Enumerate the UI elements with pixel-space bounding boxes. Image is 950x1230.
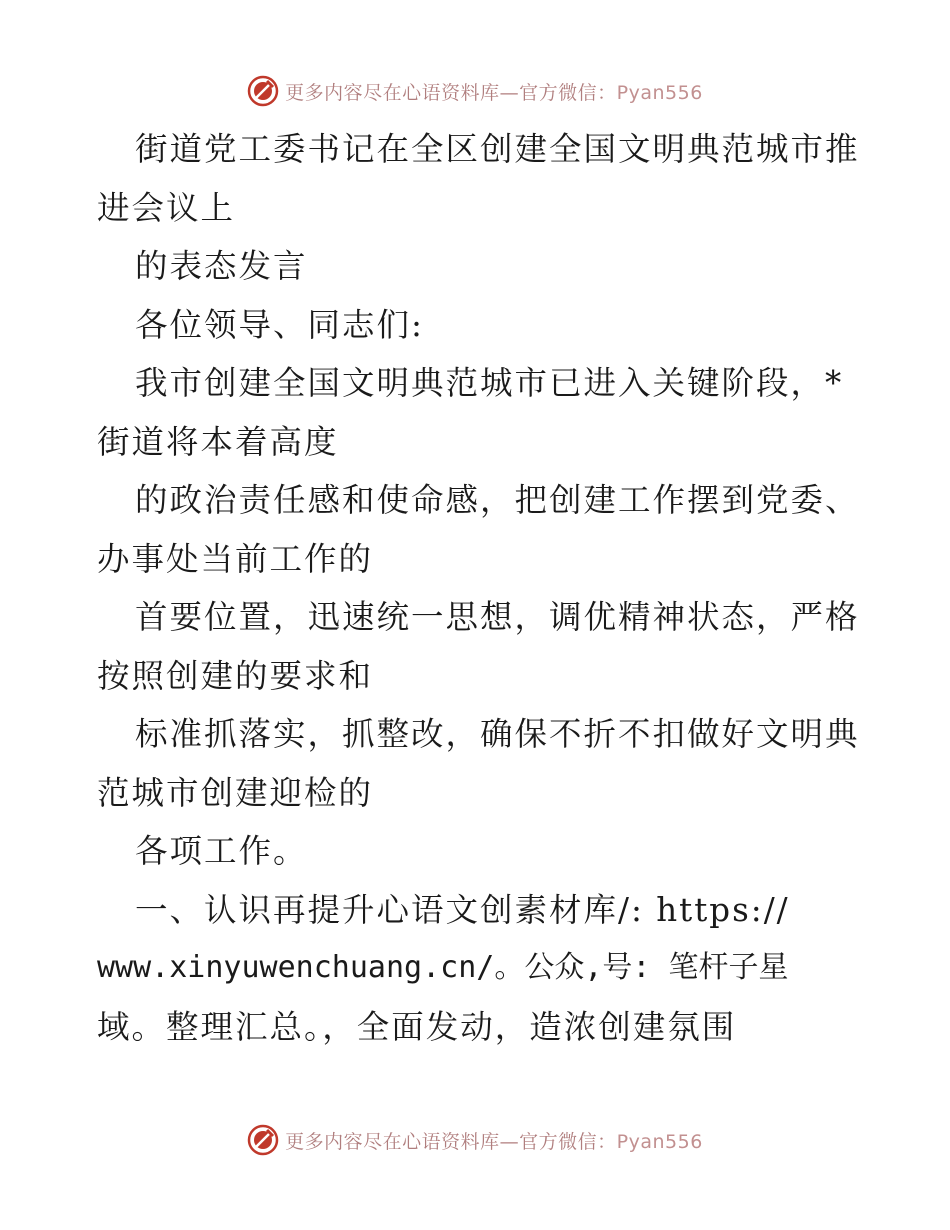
- brand-logo-icon: [247, 1124, 279, 1156]
- document-line: 的表态发言: [135, 247, 308, 285]
- document-line: 各位领导、同志们:: [135, 305, 424, 344]
- document-body: [97, 120, 860, 1056]
- document-line: 首要位置，迅速统一思想，调优精神状态，严格: [135, 598, 860, 636]
- document-line: 按照创建的要求和: [97, 656, 374, 695]
- watermark-text: 更多内容尽在心语资料库—官方微信：Pyan556: [285, 81, 703, 104]
- document-line: 的政治责任感和使命感，把创建工作摆到党委、: [135, 481, 860, 519]
- document-line: 一、认识再提升心语文创素材库/: https://: [135, 890, 790, 929]
- header-watermark: [0, 71, 950, 111]
- document-line: 我市创建全国文明典范城市已进入关键阶段，*: [135, 364, 844, 402]
- document-line: 办事处当前工作的: [97, 539, 374, 578]
- document-line: 街道党工委书记在全区创建全国文明典范城市推: [135, 130, 860, 168]
- document-line: 标准抓落实，抓整改，确保不折不扣做好文明典: [135, 715, 860, 753]
- watermark-text: 更多内容尽在心语资料库—官方微信：Pyan556: [285, 1130, 703, 1153]
- document-line: www.xinyuwenchuang.cn/。公众,号: 笔杆子星: [97, 950, 789, 985]
- footer-watermark: [0, 1120, 950, 1160]
- brand-logo-icon: [247, 75, 279, 107]
- document-line: 域。整理汇总。，全面发动，造浓创建氛围: [97, 1007, 737, 1046]
- document-line: 各项工作。: [135, 832, 308, 870]
- document-line: 街道将本着高度: [97, 422, 339, 461]
- document-line: 进会议上: [97, 188, 236, 227]
- document-line: 范城市创建迎检的: [97, 773, 374, 812]
